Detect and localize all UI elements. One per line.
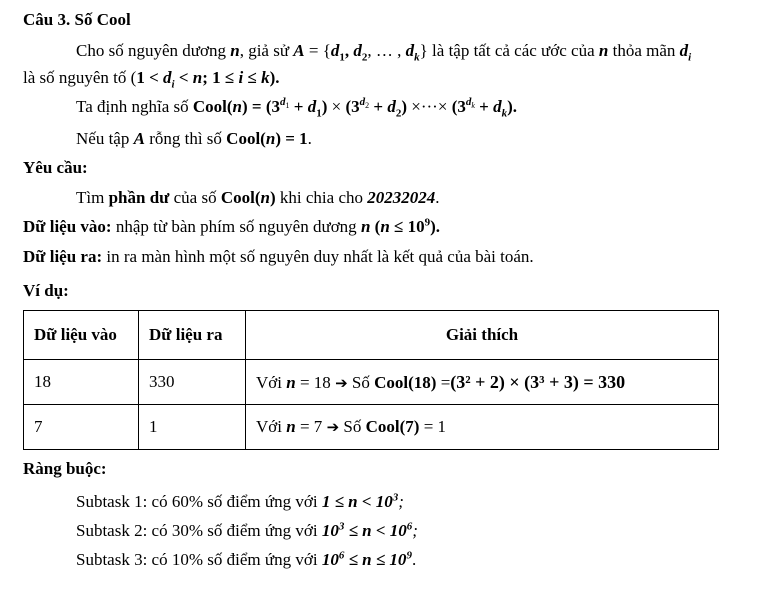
text: (3 <box>345 97 360 116</box>
text: Cho số nguyên dương <box>76 41 231 60</box>
text: ) = 1 <box>275 129 308 148</box>
text: ; <box>398 492 404 511</box>
example-label: Ví dụ: <box>23 281 69 300</box>
text: khi chia cho <box>275 188 368 207</box>
text: ) <box>321 97 328 116</box>
text: × <box>327 97 346 116</box>
var: d <box>493 97 502 116</box>
var-n: n <box>286 372 296 392</box>
output-label: Dữ liệu ra: <box>23 247 103 266</box>
text: , … , <box>367 41 406 60</box>
cool-label: Cool( <box>226 129 266 148</box>
cool-label: Cool(18) <box>374 372 437 392</box>
text: (3 <box>265 97 281 116</box>
subtask-item <box>76 520 418 542</box>
cool-label: Cool( <box>220 188 261 207</box>
text: . <box>307 129 312 148</box>
text: Ta định nghĩa số <box>76 97 193 116</box>
exp: d <box>359 96 366 109</box>
text: + <box>474 97 494 116</box>
problem-title: Số Cool <box>74 10 131 29</box>
input-line <box>23 216 440 238</box>
cell-output: 1 <box>139 405 246 450</box>
text: (3 <box>451 97 466 116</box>
text: , <box>344 41 354 60</box>
arrow-icon: ➔ <box>326 418 340 436</box>
var-n: n <box>230 41 240 60</box>
subtask-item <box>76 491 404 513</box>
table-row <box>24 360 719 405</box>
var-di: d <box>679 41 689 60</box>
text: = 7 <box>295 417 327 436</box>
text: in ra màn hình một số nguyên duy nhất là kết quả của bài toán. <box>102 247 534 266</box>
problem-heading <box>23 9 131 31</box>
text: ). <box>269 68 280 87</box>
definition-line <box>76 96 517 118</box>
header-input: Dữ liệu vào <box>24 311 139 360</box>
var-n: n <box>286 417 296 436</box>
subtask-item <box>76 549 416 571</box>
example-table <box>23 310 719 450</box>
var-d1: d <box>330 41 340 60</box>
math-expression: (3² + 2) × (3³ + 3) = 330 <box>450 371 626 392</box>
text: + <box>369 97 388 116</box>
text: nhập từ bàn phím số nguyên dương <box>111 217 361 236</box>
text: rỗng thì số <box>144 129 227 148</box>
cell-explanation <box>246 405 719 450</box>
var-A: A <box>293 41 305 60</box>
exp-sub: 1 <box>285 101 290 111</box>
cool-label: Cool(7) <box>365 417 420 436</box>
sub: 1 <box>316 107 322 120</box>
var-dk: d <box>405 41 415 60</box>
var-A: A <box>133 129 145 148</box>
text: < <box>174 68 193 87</box>
text: ; <box>412 521 418 540</box>
sub: k <box>501 107 508 120</box>
requirement-label: Yêu cầu: <box>23 158 88 177</box>
cell-explanation <box>246 360 719 405</box>
cell-input: 18 <box>24 360 139 405</box>
header-output: Dữ liệu ra <box>139 311 246 360</box>
sub: 2 <box>395 107 402 120</box>
sub: k <box>414 51 420 64</box>
sub: 2 <box>361 51 368 64</box>
text: ≤ <box>243 68 262 87</box>
var-n: n <box>232 97 242 116</box>
var-n: n <box>380 217 390 236</box>
text: + <box>289 97 308 116</box>
exp-sub: k <box>471 101 475 111</box>
text: 1 ≤ n < 10 <box>321 492 393 511</box>
statement-line-2 <box>23 67 280 89</box>
modulus: 20232024 <box>367 188 436 207</box>
sub: i <box>688 51 692 64</box>
text: ). <box>507 97 518 116</box>
constraints-label: Ràng buộc: <box>23 459 107 478</box>
text: phần dư <box>108 188 170 207</box>
text: ). <box>430 217 441 236</box>
var-k: k <box>261 68 270 87</box>
text: , giả sử <box>239 41 294 60</box>
var-di: d <box>163 68 172 87</box>
text: ≤ n < 10 <box>344 521 407 540</box>
text: ≤ <box>389 217 408 236</box>
exp: 3 <box>392 491 399 504</box>
text: ( <box>370 217 381 236</box>
text: 10 <box>407 217 425 236</box>
table-header-row <box>24 311 719 360</box>
statement-line-1 <box>76 40 691 62</box>
exp: 6 <box>406 520 413 533</box>
text: } là tập tất cả các ước của <box>419 41 599 60</box>
var-i: i <box>238 68 244 87</box>
empty-set-line <box>76 128 312 150</box>
sub: i <box>171 78 175 91</box>
text: = <box>436 372 451 392</box>
text: Với <box>256 417 287 436</box>
cool-label: Cool( <box>192 97 233 116</box>
example-heading <box>23 280 69 302</box>
output-line <box>23 246 534 268</box>
text: Số <box>339 417 366 436</box>
text: Nếu tập <box>76 129 134 148</box>
exp: d <box>280 96 286 109</box>
constraints-heading <box>23 458 107 480</box>
var-n: n <box>192 68 203 87</box>
text: . <box>435 188 440 207</box>
exp: 6 <box>338 549 345 562</box>
arrow-icon: ➔ <box>335 373 348 392</box>
text: . <box>411 550 417 569</box>
var: d <box>307 97 317 116</box>
requirement-line <box>76 187 440 209</box>
text: Số <box>347 372 375 392</box>
exp: d <box>465 96 472 109</box>
input-label: Dữ liệu vào: <box>23 217 112 236</box>
text: ; <box>202 68 213 87</box>
header-explanation: Giải thích <box>246 311 719 360</box>
problem-number: Câu 3. <box>23 10 71 29</box>
var-n: n <box>360 217 371 236</box>
text: ×···× <box>407 97 452 116</box>
text: thỏa mãn <box>608 41 680 60</box>
requirement-heading <box>23 157 88 179</box>
text: Subtask 1: có 60% số điểm ứng với <box>76 492 322 511</box>
var-n: n <box>260 188 270 207</box>
text: ) <box>269 188 276 207</box>
table-row <box>24 405 719 450</box>
text: 1 < <box>136 68 164 87</box>
cell-output: 330 <box>139 360 246 405</box>
text: là số nguyên tố ( <box>23 68 137 87</box>
var: d <box>387 97 396 116</box>
exp: 9 <box>424 216 431 229</box>
var-d2: d <box>353 41 362 60</box>
text: Subtask 2: có 30% số điểm ứng với <box>76 521 322 540</box>
text: của số <box>169 188 221 207</box>
exp: 3 <box>338 520 345 533</box>
text: Với <box>256 372 287 392</box>
var-n: n <box>265 129 276 148</box>
text: ) <box>401 97 408 116</box>
var-n: n <box>598 41 609 60</box>
text: ≤ n ≤ 10 <box>344 550 407 569</box>
text: = 18 <box>295 372 336 392</box>
text: 10 <box>321 521 339 540</box>
text: = { <box>304 41 331 60</box>
text: = 1 <box>419 417 447 436</box>
cell-input: 7 <box>24 405 139 450</box>
text: Subtask 3: có 10% số điểm ứng với <box>76 550 322 569</box>
exp-sub: 2 <box>365 101 370 111</box>
sub: 1 <box>339 51 345 64</box>
exp: 9 <box>406 549 412 562</box>
text: 1 ≤ <box>212 68 239 87</box>
text: 10 <box>321 550 339 569</box>
text: Tìm <box>76 188 109 207</box>
text: ) = <box>242 97 266 116</box>
